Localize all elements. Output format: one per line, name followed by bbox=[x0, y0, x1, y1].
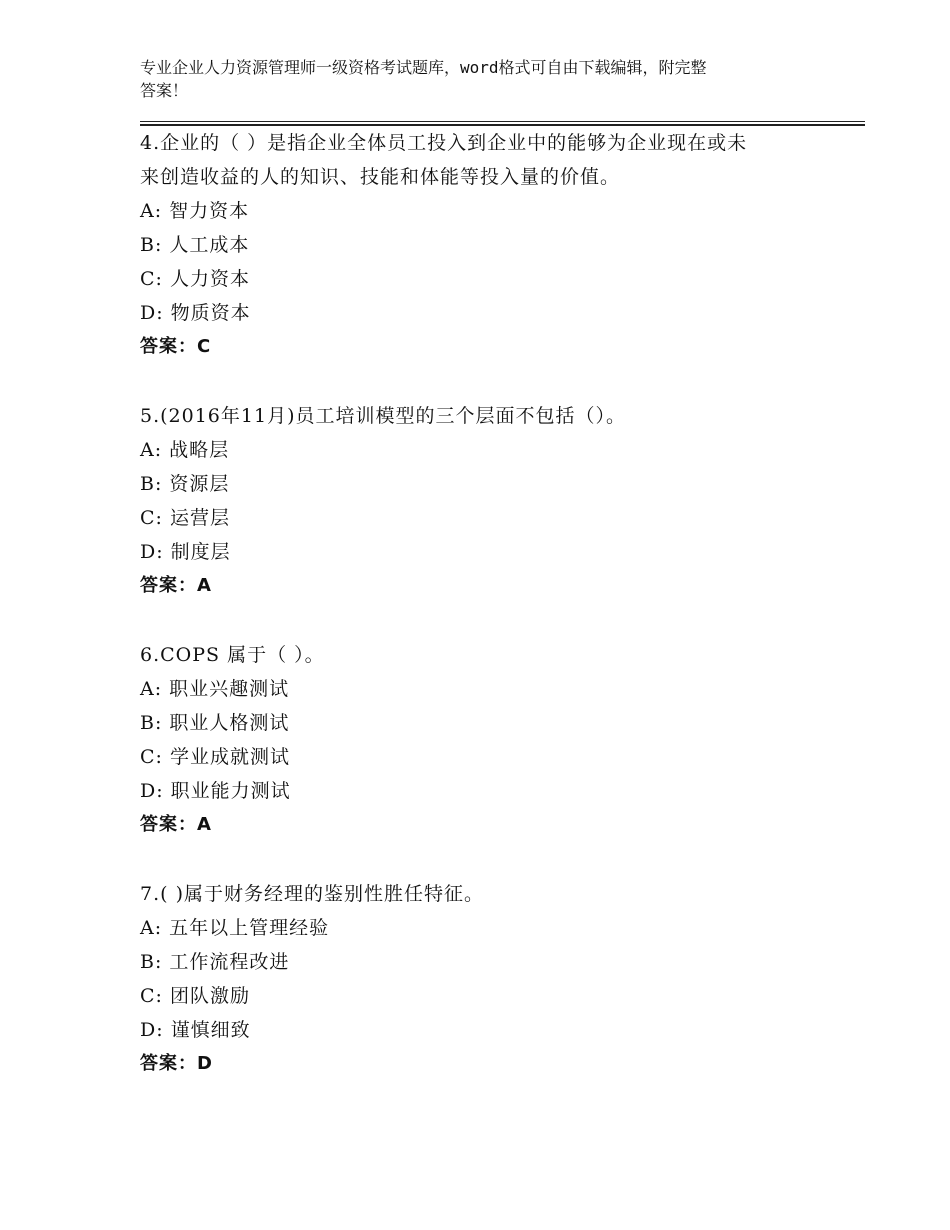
option-a: A: 智力资本 bbox=[140, 200, 250, 222]
option-a: A: 职业兴趣测试 bbox=[140, 678, 290, 700]
question-4 bbox=[140, 126, 840, 364]
question-stem: 6.COPS 属于（ ）。 bbox=[140, 644, 325, 666]
option-b: B: 资源层 bbox=[140, 473, 230, 495]
header-line-2: 答案！ bbox=[140, 81, 189, 100]
question-stem: 来创造收益的人的知识、技能和体能等投入量的价值。 bbox=[140, 166, 621, 188]
question-7 bbox=[140, 877, 840, 1081]
option-d: D: 谨慎细致 bbox=[140, 1019, 251, 1041]
option-a: A: 五年以上管理经验 bbox=[140, 917, 330, 939]
option-c: C: 运营层 bbox=[140, 507, 230, 529]
question-6 bbox=[140, 638, 840, 842]
question-stem: 4.企业的（ ）是指企业全体员工投入到企业中的能够为企业现在或未 bbox=[140, 132, 748, 154]
option-c: C: 人力资本 bbox=[140, 268, 250, 290]
option-b: B: 人工成本 bbox=[140, 234, 250, 256]
answer-label: 答案：A bbox=[140, 814, 212, 835]
header-line-1: 专业企业人力资源管理师一级资格考试题库，word格式可自由下载编辑，附完整 bbox=[140, 58, 707, 77]
question-stem: 7.( )属于财务经理的鉴别性胜任特征。 bbox=[140, 883, 484, 905]
answer-label: 答案：D bbox=[140, 1053, 213, 1074]
question-stem: 5.(2016年11月)员工培训模型的三个层面不包括（）。 bbox=[140, 405, 626, 427]
option-b: B: 工作流程改进 bbox=[140, 951, 290, 973]
document-header bbox=[140, 56, 820, 102]
option-d: D: 制度层 bbox=[140, 541, 231, 563]
option-d: D: 职业能力测试 bbox=[140, 780, 291, 802]
answer-label: 答案：A bbox=[140, 575, 212, 596]
option-d: D: 物质资本 bbox=[140, 302, 251, 324]
question-5 bbox=[140, 399, 840, 603]
option-b: B: 职业人格测试 bbox=[140, 712, 290, 734]
option-a: A: 战略层 bbox=[140, 439, 230, 461]
option-c: C: 团队激励 bbox=[140, 985, 250, 1007]
header-divider-thin bbox=[140, 121, 865, 122]
answer-label: 答案：C bbox=[140, 336, 212, 357]
option-c: C: 学业成就测试 bbox=[140, 746, 290, 768]
